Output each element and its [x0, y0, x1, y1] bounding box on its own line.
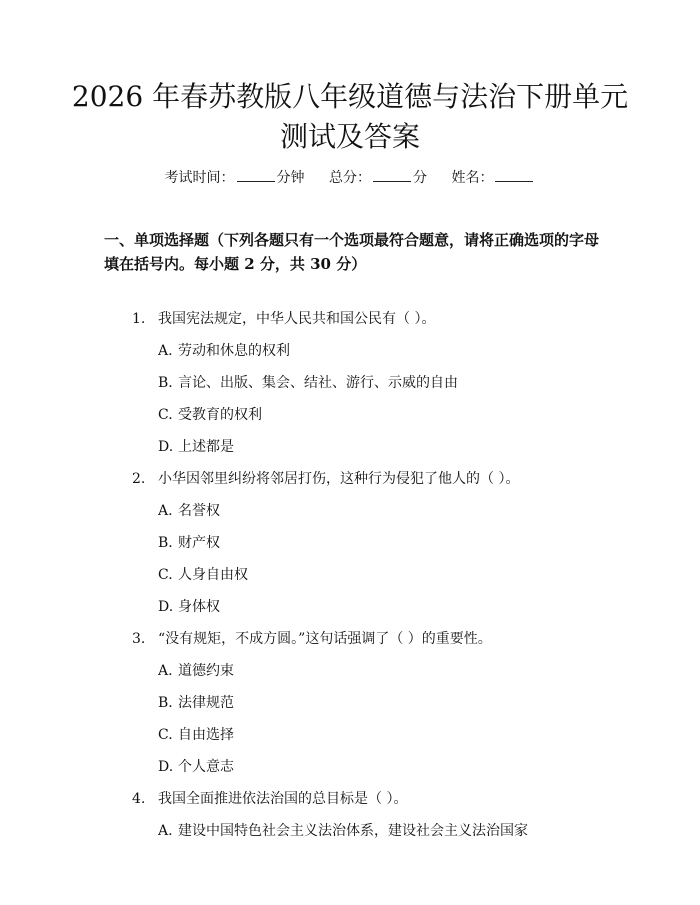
- question-2-option-c: [158, 565, 248, 585]
- question-text: 小华因邻里纠纷将邻居打伤，这种行为侵犯了他人的（ ）。: [158, 471, 520, 487]
- question-1-option-d: [158, 437, 234, 457]
- question-number: 2.: [132, 471, 146, 487]
- question-2-option-a: [158, 501, 220, 521]
- question-number: 3.: [132, 631, 146, 647]
- question-3: [132, 629, 492, 649]
- page-title-line-2: 测试及答案: [279, 120, 420, 153]
- exam-time-field: [165, 167, 305, 188]
- option-text: 法律规范: [178, 695, 234, 711]
- total-score-label: 总分：: [329, 170, 371, 186]
- option-text: 建设中国特色社会主义法治体系，建设社会主义法治国家: [178, 823, 528, 839]
- question-3-option-a: [158, 661, 234, 681]
- option-text: 个人意志: [178, 759, 234, 775]
- question-1-option-b: [158, 373, 458, 393]
- option-text: 财产权: [178, 535, 220, 551]
- option-text: 言论、出版、集会、结社、游行、示威的自由: [178, 375, 458, 391]
- option-text: 自由选择: [178, 727, 234, 743]
- option-text: 上述都是: [178, 439, 234, 455]
- option-letter: A.: [158, 503, 173, 519]
- option-letter: B.: [158, 695, 173, 711]
- option-letter: D.: [158, 599, 174, 615]
- total-score-blank: [373, 167, 411, 182]
- question-text: 我国全面推进依法治国的总目标是（ ）。: [158, 791, 408, 807]
- option-text: 名誉权: [178, 503, 220, 519]
- option-letter: C.: [158, 727, 173, 743]
- option-letter: D.: [158, 759, 174, 775]
- option-letter: C.: [158, 407, 173, 423]
- question-3-option-d: [158, 757, 234, 777]
- page-title-line-1: 2026 年春苏教版八年级道德与法治下册单元: [71, 80, 629, 113]
- exam-time-unit: 分钟: [276, 170, 305, 186]
- option-text: 人身自由权: [178, 567, 248, 583]
- section-heading-single-choice: 一、单项选择题（下列各题只有一个选项最符合题意，请将正确选项的字母填在括号内。每小题 2 分，共 30 分）: [104, 231, 600, 273]
- question-2-option-b: [158, 533, 220, 553]
- question-3-option-c: [158, 725, 234, 745]
- option-letter: D.: [158, 439, 174, 455]
- question-3-option-b: [158, 693, 234, 713]
- option-text: 身体权: [178, 599, 220, 615]
- question-number: 1.: [132, 311, 146, 327]
- question-1: [132, 309, 435, 329]
- exam-time-blank: [237, 167, 275, 182]
- option-text: 道德约束: [178, 663, 234, 679]
- option-letter: A.: [158, 343, 173, 359]
- option-letter: A.: [158, 823, 173, 839]
- option-text: 受教育的权利: [178, 407, 262, 423]
- question-1-option-a: [158, 341, 290, 361]
- option-letter: A.: [158, 663, 173, 679]
- option-letter: B.: [158, 535, 173, 551]
- option-text: 劳动和休息的权利: [178, 343, 290, 359]
- question-number: 4.: [132, 791, 146, 807]
- student-name-label: 姓名：: [451, 170, 494, 186]
- exam-meta-row: [0, 167, 700, 188]
- question-1-option-c: [158, 405, 262, 425]
- question-text: “没有规矩，不成方圆。”这句话强调了（ ）的重要性。: [158, 631, 492, 647]
- exam-time-label: 考试时间：: [164, 170, 235, 186]
- student-name-blank: [495, 167, 533, 182]
- question-4: [132, 789, 407, 809]
- total-score-unit: 分: [413, 170, 427, 186]
- question-4-option-a: [158, 821, 528, 841]
- total-score-field: [329, 167, 427, 188]
- student-name-field: [451, 167, 535, 188]
- question-text: 我国宪法规定，中华人民共和国公民有（ ）。: [158, 311, 436, 327]
- option-letter: C.: [158, 567, 173, 583]
- option-letter: B.: [158, 375, 173, 391]
- question-2: [132, 469, 519, 489]
- question-2-option-d: [158, 597, 220, 617]
